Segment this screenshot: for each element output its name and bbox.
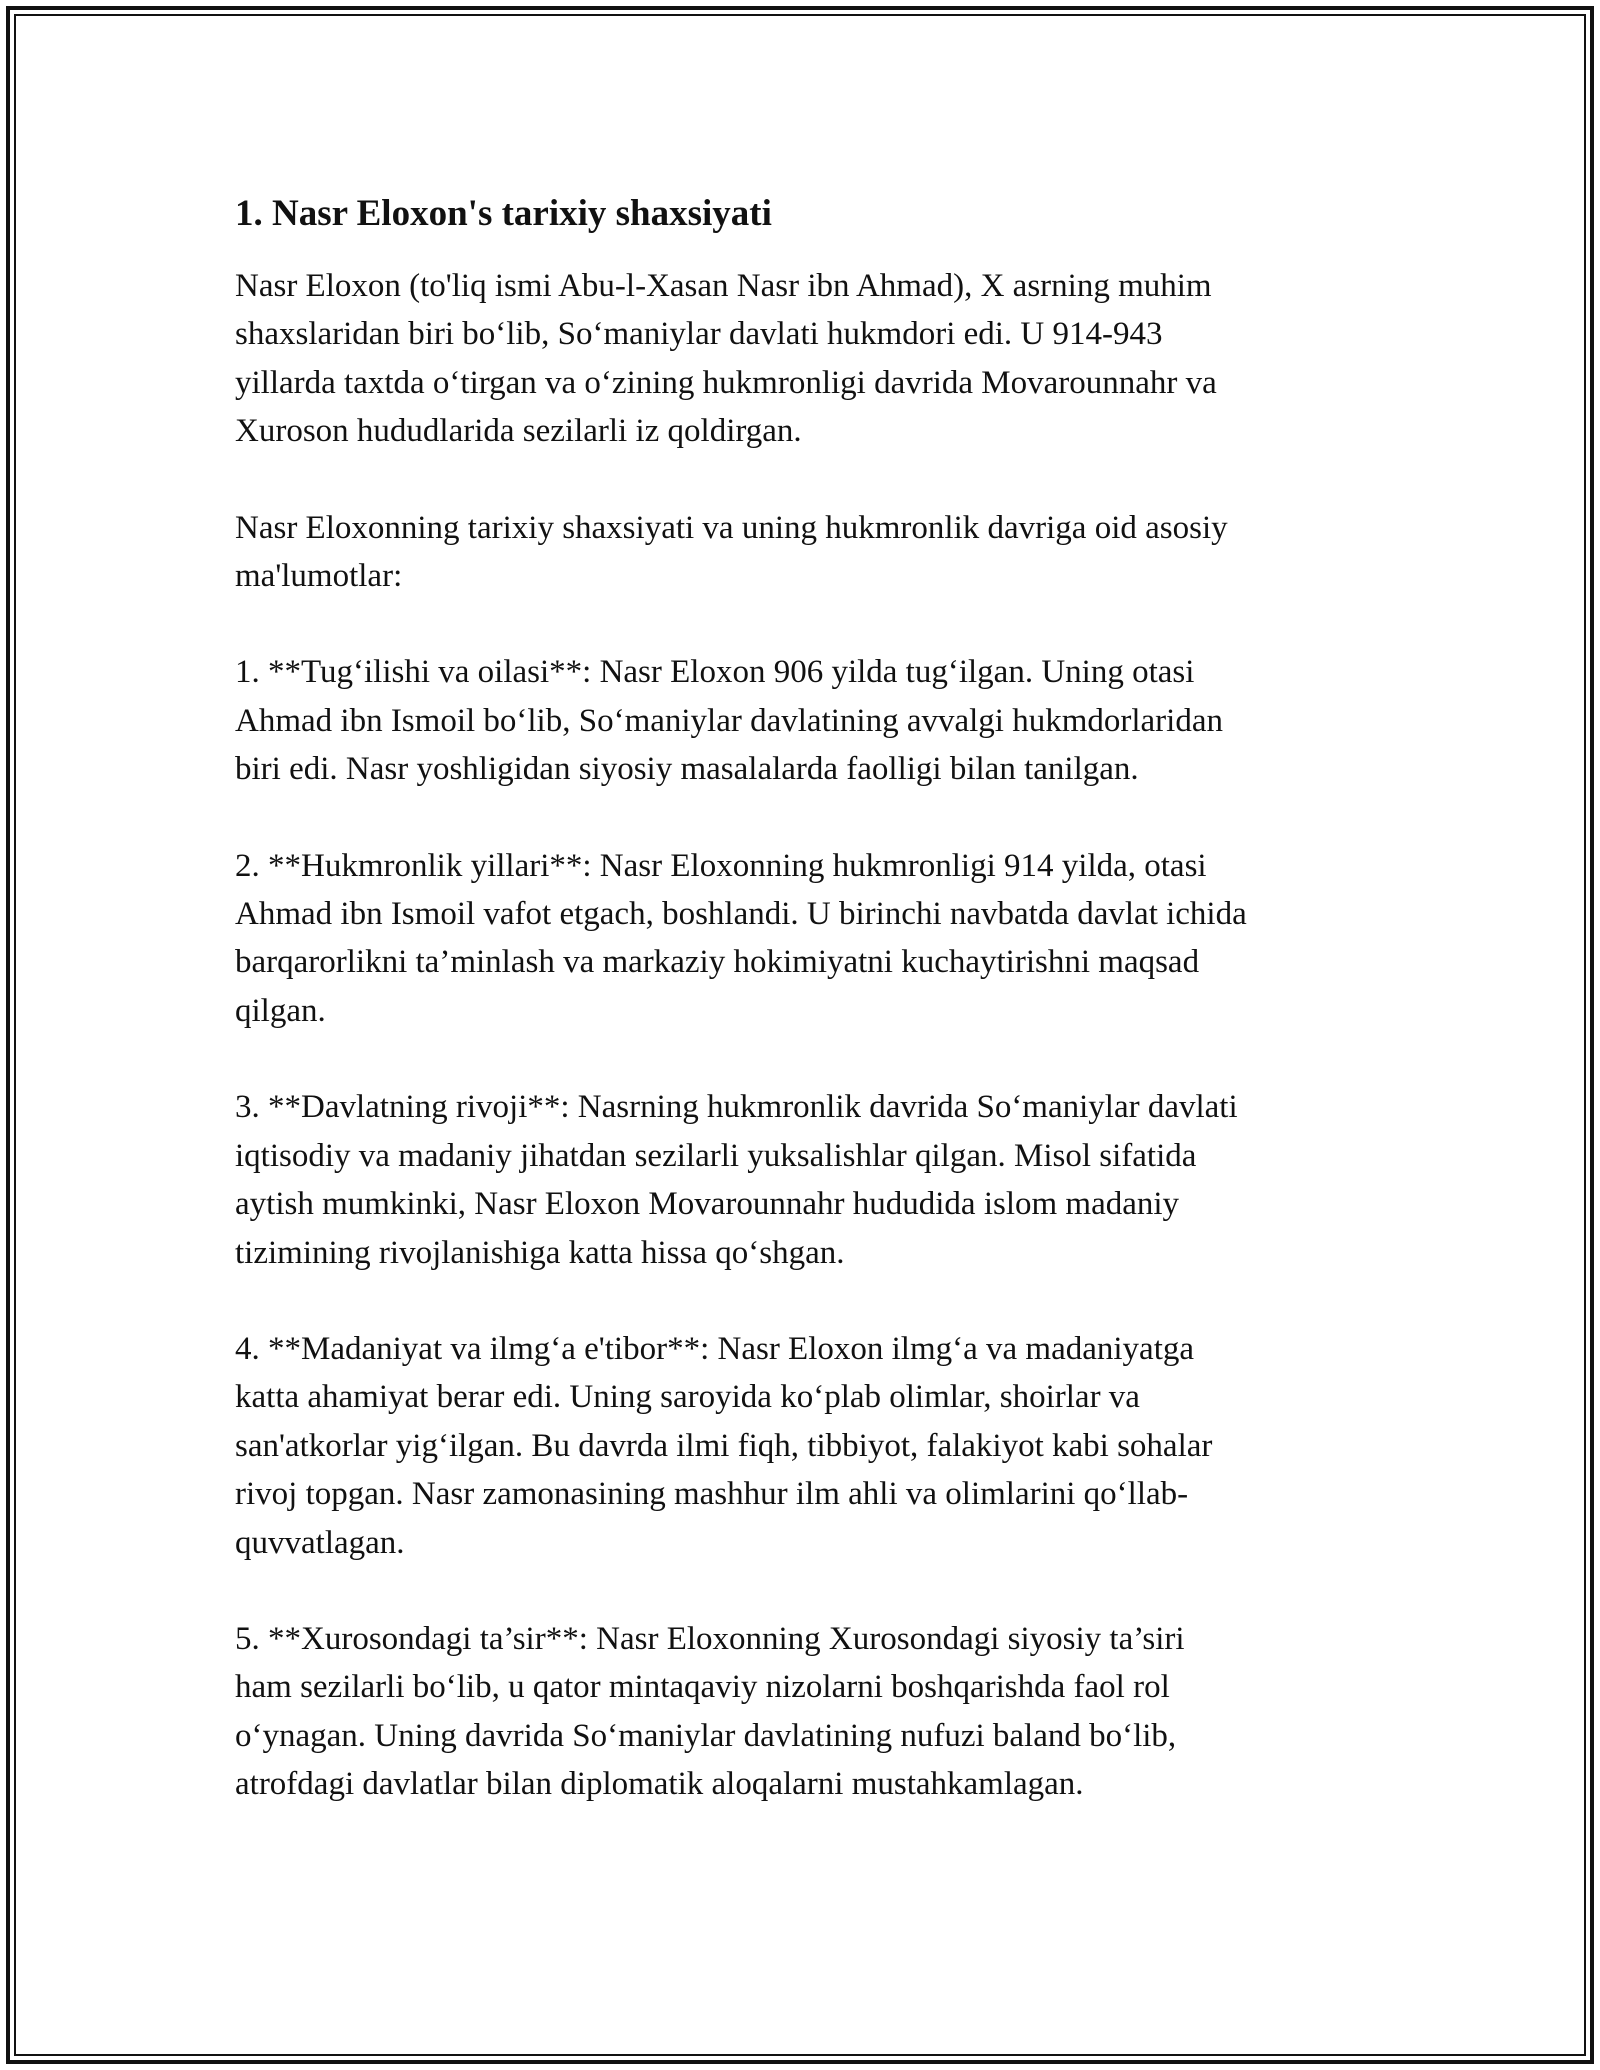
text-line: 4. **Madaniyat va ilmg‘a e'tibor**: Nasr Eloxon ilmg‘a va madaniyatga bbox=[235, 1330, 1195, 1367]
text-line: aytish mumkinki, Nasr Eloxon Movarounnahr hududida islom madaniy bbox=[235, 1186, 1180, 1223]
text-line: yillarda taxtda o‘tirgan va o‘zining hukmronligi davrida Movarounnahr va bbox=[235, 364, 1217, 401]
text-line: shaxslaridan biri bo‘lib, So‘maniylar davlati hukmdori edi. U 914-943 bbox=[235, 316, 1163, 353]
text-line: atrofdagi davlatlar bilan diplomatik aloqalarni mustahkamlagan. bbox=[235, 1766, 1084, 1803]
document-body bbox=[235, 190, 1370, 1809]
text-line: san'atkorlar yig‘ilgan. Bu davrda ilmi fiqh, tibbiyot, falakiyot kabi sohalar bbox=[235, 1427, 1213, 1464]
text-line: 3. **Davlatning rivoji**: Nasrning hukmronlik davrida So‘maniylar davlati bbox=[235, 1089, 1238, 1126]
text-line: Xuroson hududlarida sezilarli iz qoldirgan. bbox=[235, 413, 802, 450]
text-line: tizimining rivojlanishiga katta hissa qo‘shgan. bbox=[235, 1234, 845, 1271]
list-item-reign bbox=[235, 842, 1370, 1036]
lead-paragraph bbox=[235, 504, 1370, 601]
list-item-birth bbox=[235, 648, 1370, 793]
text-line: katta ahamiyat berar edi. Uning saroyida ko‘plab olimlar, shoirlar va bbox=[235, 1379, 1140, 1416]
text-line: Nasr Eloxonning tarixiy shaxsiyati va uning hukmronlik davriga oid asosiy bbox=[235, 509, 1228, 546]
text-line: quvvatlagan. bbox=[235, 1524, 405, 1561]
text-line: ham sezilarli bo‘lib, u qator mintaqaviy nizolarni boshqarishda faol rol bbox=[235, 1669, 1170, 1706]
text-line: Nasr Eloxon (to'liq ismi Abu-l-Xasan Nasr ibn Ahmad), X asrning muhim bbox=[235, 268, 1212, 304]
text-line: barqarorlikni ta’minlash va markaziy hokimiyatni kuchaytirishni maqsad bbox=[235, 944, 1200, 981]
section-heading: 1. Nasr Eloxon's tarixiy shaxsiyati bbox=[235, 193, 772, 234]
text-line: biri edi. Nasr yoshligidan siyosiy masalalarda faolligi bilan tanilgan. bbox=[235, 751, 1139, 788]
list-item-culture bbox=[235, 1325, 1370, 1567]
list-item-development bbox=[235, 1083, 1370, 1277]
text-line: 2. **Hukmronlik yillari**: Nasr Eloxonning hukmronligi 914 yilda, otasi bbox=[235, 847, 1207, 884]
text-line: qilgan. bbox=[235, 992, 326, 1029]
text-line: 1. **Tug‘ilishi va oilasi**: Nasr Eloxon 906 yilda tug‘ilgan. Uning otasi bbox=[235, 654, 1195, 691]
text-line: o‘ynagan. Uning davrida So‘maniylar davlatining nufuzi baland bo‘lib, bbox=[235, 1717, 1177, 1754]
text-line: ma'lumotlar: bbox=[235, 558, 403, 595]
text-line: 5. **Xurosondagi ta’sir**: Nasr Eloxonning Xurosondagi siyosiy ta’siri bbox=[235, 1620, 1185, 1657]
intro-paragraph bbox=[235, 262, 1370, 456]
text-line: rivoj topgan. Nasr zamonasining mashhur ilm ahli va olimlarini qo‘llab- bbox=[235, 1476, 1189, 1513]
list-item-khurasan bbox=[235, 1615, 1370, 1809]
text-line: iqtisodiy va madaniy jihatdan sezilarli yuksalishlar qilgan. Misol sifatida bbox=[235, 1137, 1197, 1174]
text-line: Ahmad ibn Ismoil vafot etgach, boshlandi. U birinchi navbatda davlat ichida bbox=[235, 896, 1247, 933]
text-line: Ahmad ibn Ismoil bo‘lib, So‘maniylar davlatining avvalgi hukmdorlaridan bbox=[235, 702, 1223, 739]
